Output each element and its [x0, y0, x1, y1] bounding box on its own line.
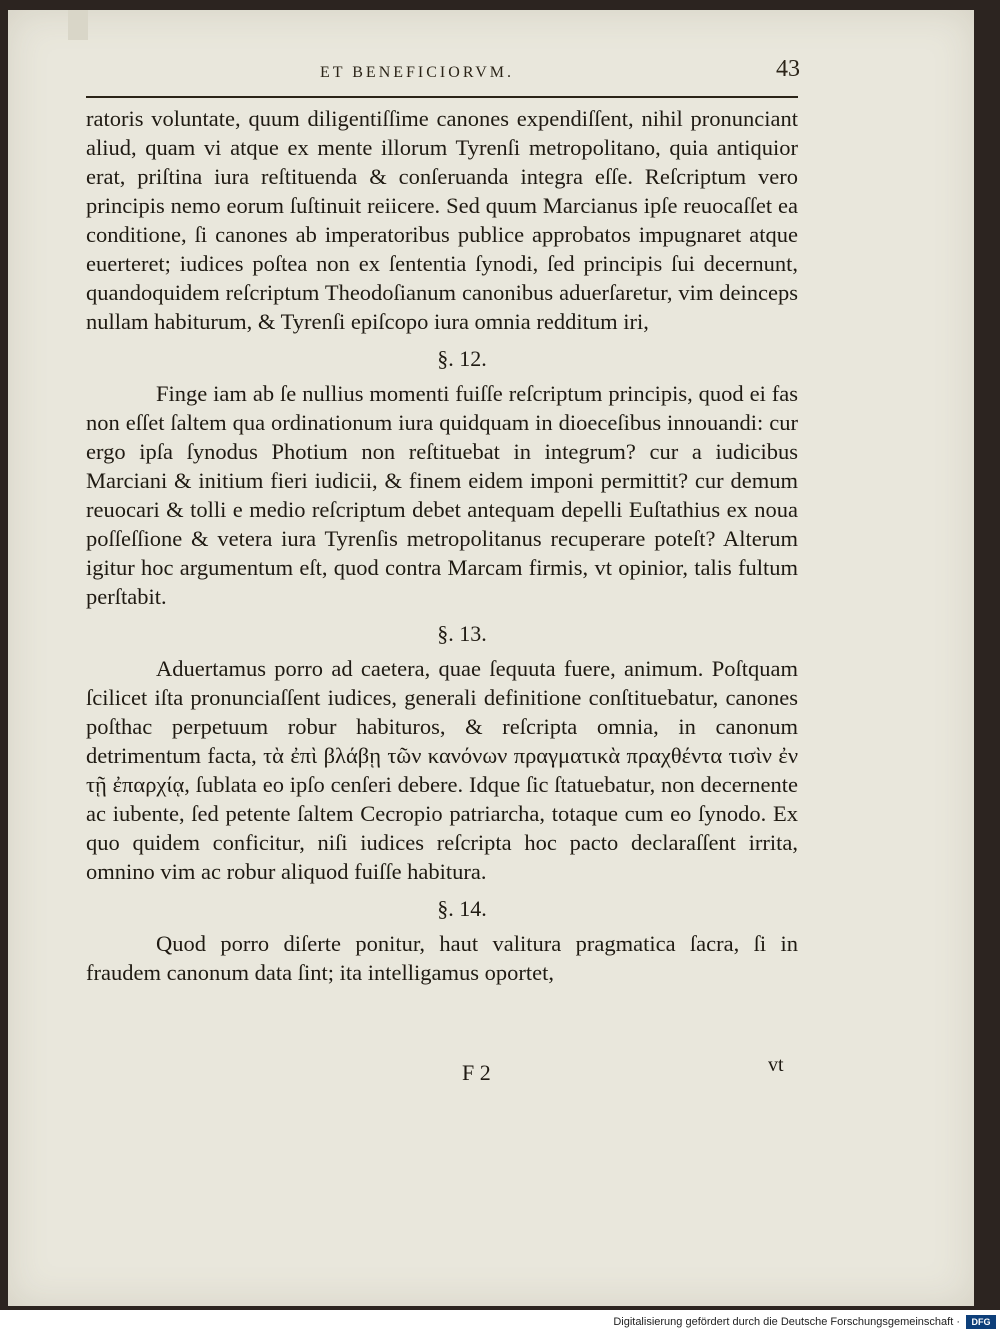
- paragraph-1: ratoris voluntate, quum diligentiſſime canones expendiſſent, nihil pronunciant aliud, quam vi atque ex mente illorum Tyrenſi metropolitano, quia antiquior erat, priſtina iura reſtituenda & conſeruanda integra eſſe. Reſcriptum vero principis nemo eorum ſuſtinuit reiicere. Sed quum Marcianus ipſe reuocaſſet ea conditione, ſi canones ab imperatoribus publice approbatos impugnaret atque euerteret; iudices poſtea non ex ſententia ſynodi, ſed principis ſui decernunt, quandoquidem reſcriptum Theodoſianum canonibus aduerſaretur, vim deinceps nullam habiturum, & Tyrenſi epiſcopo iura omnia redditum iri,: [86, 106, 798, 334]
- catchword: vt: [768, 1054, 784, 1076]
- paragraph-2: Finge iam ab ſe nullius momenti fuiſſe reſcriptum principis, quod ei fas non eſſet ſaltem qua ordinationum iura quidquam in dioeceſibus innouandi: cur ergo ipſa ſynodus Photium non reſtituebat in integrum? cur a iudicibus Marciani & initium fieri iudicii, & finem eidem imponi permittit? cur demum reuocari & tolli e medio reſcriptum debet antequam depelli Euſtathius ex noua poſſeſſione & vetera iura Tyrenſis metropolitanus recuperare poteſt? Alterum igitur hoc argumentum eſt, quod contra Marcam firmis, vt opinior, talis fultum perſtabit.: [86, 381, 798, 609]
- running-head: ET BENEFICIORVM.: [320, 64, 514, 81]
- header-rule: [86, 96, 798, 98]
- page-number: 43: [776, 56, 800, 82]
- dfg-logo[interactable]: DFG: [966, 1315, 996, 1329]
- paragraph-4: Quod porro diſerte ponitur, haut valitura pragmatica ſacra, ſi in fraudem canonum data ſint; ita intelligamus oportet,: [86, 931, 798, 985]
- section-heading-12: §. 12.: [437, 346, 487, 371]
- body-text: [86, 104, 798, 987]
- credit-bar: [0, 1310, 1000, 1334]
- signature-mark: F 2: [462, 1060, 491, 1085]
- section-heading-13: §. 13.: [437, 621, 487, 646]
- paragraph-3: Aduertamus porro ad caetera, quae ſequuta fuere, animum. Poſtquam ſcilicet iſta pronunciaſſent iudices, generali definitione conſtituebatur, canones poſthac perpetuum robur habituros, & reſcripta omnia, in canonum detrimentum facta, τὰ ἐπὶ βλάβῃ τῶν κανόνων πραγματικὰ πραχθέντα τισὶν ἐν τῇ ἐπαρχίᾳ, ſublata eo ipſo cenſeri debere. Idque ſic ſtatuebatur, non decernente ac iubente, ſed petente ſaltem Cecropio patriarcha, totaque cum eo ſynodo. Ex quo quidem conficitur, niſi iudices reſcripta hoc pacto declaraſſent irrita, omnino vim ac robur aliquod fuiſſe habitura.: [86, 656, 798, 884]
- page-header: [80, 52, 800, 92]
- section-heading-14: §. 14.: [437, 896, 487, 921]
- page-tab: [68, 10, 88, 40]
- credit-text: Digitalisierung gefördert durch die Deutsche Forschungsgemeinschaft ·: [613, 1316, 960, 1328]
